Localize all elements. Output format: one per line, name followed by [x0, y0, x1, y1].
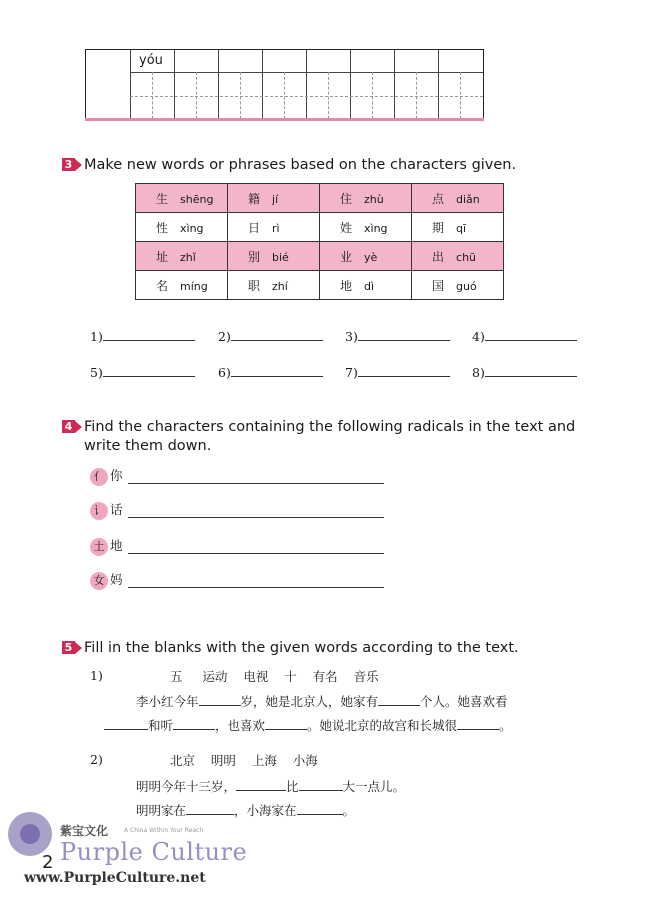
table-cell: 职 zhí — [228, 271, 320, 300]
table-cell: 期 qī — [412, 213, 504, 242]
table-cell: 名 míng — [136, 271, 228, 300]
radical-item — [90, 569, 123, 590]
radical-badge: 女 — [90, 572, 108, 590]
radical-item — [90, 535, 123, 556]
table-cell: 点 diǎn — [412, 184, 504, 213]
table-cell: 国 guó — [412, 271, 504, 300]
table-cell: 生 shēng — [136, 184, 228, 213]
radical-badge: 亻 — [90, 468, 108, 486]
table-cell: 址 zhǐ — [136, 242, 228, 271]
table-cell: 姓 xìng — [320, 213, 412, 242]
table-row — [136, 184, 504, 213]
section-4-header — [62, 417, 622, 455]
grid-pink-rule — [85, 118, 484, 121]
answer-line[interactable] — [128, 483, 384, 484]
grid-guide — [460, 72, 461, 119]
radical-badge: 土 — [90, 538, 108, 556]
answer-line[interactable] — [128, 517, 384, 518]
grid-guide — [196, 72, 197, 119]
fill-blank[interactable] — [299, 790, 343, 791]
section-number: 5 — [62, 641, 75, 654]
arrow-icon — [75, 642, 82, 654]
grid-pinyin: yóu — [139, 53, 163, 68]
table-row — [136, 242, 504, 271]
section-number: 3 — [62, 158, 75, 171]
grid-line — [394, 50, 395, 119]
brand-tagline: A China Within Your Reach — [124, 827, 204, 834]
writing-grid — [85, 49, 484, 119]
table-row — [136, 271, 504, 300]
grid-line — [130, 50, 131, 119]
section-title: Make new words or phrases based on the characters given. — [84, 157, 517, 173]
grid-line — [174, 50, 175, 119]
section-title: Find the characters containing the following radicals in the text and — [84, 419, 576, 435]
question-label: 1) — [90, 668, 103, 683]
brand-chinese-name: 紫宝文化 — [60, 824, 109, 838]
fill-blank[interactable] — [186, 814, 234, 815]
answer-blank-2[interactable]: 2) — [218, 329, 323, 344]
grid-guide — [130, 96, 483, 97]
answer-blank-7[interactable]: 7) — [345, 365, 450, 380]
table-cell: 性 xìng — [136, 213, 228, 242]
arrow-icon — [75, 159, 82, 171]
fill-blank[interactable] — [297, 814, 343, 815]
radical-example: 话 — [110, 502, 123, 517]
brand-logo-swirl — [20, 824, 40, 844]
grid-line — [306, 50, 307, 119]
table-cell: 日 rì — [228, 213, 320, 242]
table-row — [136, 213, 504, 242]
section-number: 4 — [62, 420, 75, 433]
answer-blank-6[interactable]: 6) — [218, 365, 323, 380]
radical-example: 你 — [110, 468, 123, 483]
arrow-icon — [75, 421, 82, 433]
grid-guide — [284, 72, 285, 119]
section-3-header — [62, 154, 516, 173]
word-bank: 北京 明明 上海 小海 — [170, 753, 318, 768]
sentence-line: 和听 ，也喜欢 。她说北京的故宫和长城很 。 — [104, 716, 512, 734]
sentence-line: 李小红今年 岁，她是北京人，她家有 个人。她喜欢看 — [136, 694, 508, 709]
fill-blank[interactable] — [378, 705, 420, 706]
section-5-header — [62, 637, 519, 656]
radical-item — [90, 465, 123, 486]
character-table — [135, 183, 504, 300]
section-title-cont: write them down. — [84, 438, 212, 454]
grid-line — [262, 50, 263, 119]
table-cell: 业 yè — [320, 242, 412, 271]
table-cell: 别 bié — [228, 242, 320, 271]
radical-example: 妈 — [110, 572, 123, 587]
fill-blank[interactable] — [236, 790, 286, 791]
brand-name: Purple Culture — [60, 838, 248, 866]
table-cell: 籍 jí — [228, 184, 320, 213]
page-number: 2 — [42, 852, 54, 873]
sentence-line: 明明家在 ，小海家在 。 — [136, 803, 356, 818]
brand-url[interactable]: www.PurpleCulture.net — [24, 870, 206, 886]
question-label: 2) — [90, 752, 103, 767]
table-cell: 地 dì — [320, 271, 412, 300]
section-title: Fill in the blanks with the given words according to the text. — [84, 640, 519, 656]
word-bank: 五 运动 电视 十 有名 音乐 — [170, 669, 379, 684]
fill-blank[interactable] — [173, 729, 215, 730]
radical-example: 地 — [110, 538, 123, 553]
answer-blank-3[interactable]: 3) — [345, 329, 450, 344]
sentence-line: 明明今年十三岁， 比 大一点儿。 — [136, 779, 406, 794]
grid-line — [130, 72, 483, 73]
fill-blank[interactable] — [199, 705, 241, 706]
fill-blank[interactable] — [457, 729, 499, 730]
grid-line — [218, 50, 219, 119]
grid-guide — [240, 72, 241, 119]
answer-blank-4[interactable]: 4) — [472, 329, 577, 344]
table-cell: 住 zhù — [320, 184, 412, 213]
fill-blank[interactable] — [104, 729, 148, 730]
answer-line[interactable] — [128, 553, 384, 554]
table-cell: 出 chū — [412, 242, 504, 271]
answer-blank-8[interactable]: 8) — [472, 365, 577, 380]
answer-blank-1[interactable]: 1) — [90, 329, 195, 344]
answer-blank-5[interactable]: 5) — [90, 365, 195, 380]
fill-blank[interactable] — [265, 729, 307, 730]
radical-item — [90, 499, 123, 520]
grid-line — [438, 50, 439, 119]
grid-guide — [416, 72, 417, 119]
grid-guide — [152, 72, 153, 119]
grid-guide — [328, 72, 329, 119]
radical-badge: 讠 — [90, 502, 108, 520]
answer-line[interactable] — [128, 587, 384, 588]
grid-line — [350, 50, 351, 119]
grid-guide — [372, 72, 373, 119]
